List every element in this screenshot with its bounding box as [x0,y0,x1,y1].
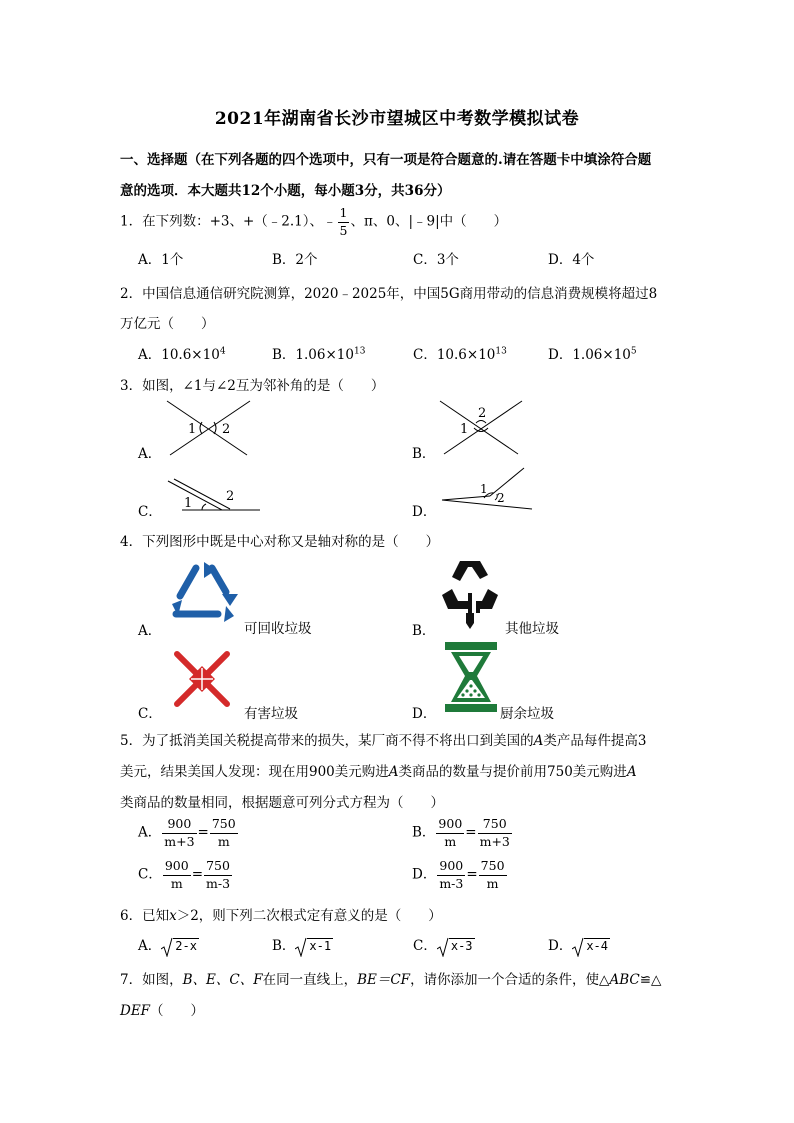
q7-mid: 在同一直线上， [262,972,358,988]
q2-option-c-exp: 13 [495,346,507,357]
q3-stem: 3．如图，∠1与∠2互为邻补角的是（ ） [120,378,385,394]
q1-option-d: D．4个 [548,252,595,268]
q5-c-eq: = [191,866,204,883]
q3-d-angle2: 2 [497,491,505,505]
q5-option-b-label: B． [412,824,436,841]
section-heading-line1: 一、选择题（在下列各题的四个选项中，只有一项是符合题意的.请在答题卡中填涂符合题 [120,152,652,168]
q6-option-a-radicand: 2-x [175,939,197,953]
q7-stem-line2 [120,999,204,1019]
recycle-symbol-icon [168,560,240,626]
q5-b-d2: m+3 [479,833,510,849]
q5-option-a [138,818,239,848]
q3-a-angle1: 1 [188,422,197,437]
q1-frac-den: 5 [339,222,348,238]
q5-option-d-label: D． [412,866,437,883]
q5-a-n1: 900 [162,818,196,834]
q3-c-angle2: 2 [226,489,235,504]
q2-option-b-exp: 13 [353,346,366,357]
q5-option-b [412,818,513,848]
q7-points: B、E、C、F [182,972,263,988]
q5-a-frac1 [162,818,196,848]
q7-end: （ ） [150,1003,205,1019]
q6-stem [120,904,442,924]
q5-option-d [412,860,508,890]
q5-var-a-3: A [626,764,637,780]
other-waste-symbol-icon [438,557,502,629]
q7-num: 7．如图， [120,972,183,988]
q1-stem-b: 、π、0、|﹣9|中（ ） [350,213,508,230]
q5-b-frac2 [478,818,512,848]
page-title: 2021年湖南省长沙市望城区中考数学模拟试卷 [214,109,580,129]
q5-option-c-label: C． [138,866,162,883]
q5-b-n2: 750 [478,818,512,834]
q5-d-d1: m-3 [439,875,464,891]
q3-label-b: B． [412,446,436,462]
q6-option-b-radicand: x-1 [309,939,332,953]
q2-option-b [272,343,365,363]
kitchen-waste-symbol-icon [443,640,499,714]
q6-var-x: x [169,908,177,924]
q4-caption-c: 有害垃圾 [244,706,298,722]
q6-option-c-label: C． [413,938,437,954]
q3-b-angle2: 2 [478,406,487,421]
q3-a-angle2: 2 [222,422,231,437]
q5-c-frac1 [163,860,191,890]
q6-option-b [272,934,333,957]
q4-caption-a: 可回收垃圾 [244,621,312,637]
q3-b-angle1: 1 [460,422,469,437]
q1-frac-num: 1 [338,207,350,223]
q4-label-c: C． [138,706,162,722]
q2-stem-line1: 2．中国信息通信研究院测算，2020﹣2025年，中国5G商用带动的信息消费规模将超过8 [120,286,658,302]
q7-triangle-def: DEF [120,1003,151,1019]
q5-var-a-1: A [533,733,544,749]
q6-option-b-label: B． [272,938,296,954]
q3-label-c: C． [138,504,162,520]
q5-stem-line3: 类商品的数量相同，根据题意可列分式方程为（ ） [120,795,444,811]
q1-option-a: A．1个 [138,252,184,268]
q1-option-b: B．2个 [272,252,318,268]
q4-stem: 4．下列图形中既是中心对称又是轴对称的是（ ） [120,534,440,550]
q2-option-c [413,343,507,363]
q3-figure-a [162,398,257,458]
q3-figure-d [440,466,540,516]
q6-option-a-label: A． [138,938,162,954]
sqrt-icon [437,937,449,957]
q6-stem-b: ＞2，则下列二次根式定有意义的是（ ） [176,908,442,924]
q5-a-d2: m [217,833,230,849]
q5-c-d1: m [170,875,183,891]
q5-d-d2: m [486,875,499,891]
q2-stem-line2: 万亿元（ ） [120,316,215,332]
q5-b-d1: m [444,833,457,849]
sqrt-icon [295,937,307,957]
q5-line1-a: 5．为了抵消美国关税提高带来的损失，某厂商不得不将出口到美国的 [120,733,534,749]
q5-option-c [138,860,233,890]
q6-option-c-radicand: x-3 [450,939,473,953]
q5-d-n1: 900 [437,860,465,876]
q5-a-frac2 [210,818,238,848]
q2-option-a [138,343,226,363]
q5-option-a-label: A． [138,824,162,841]
q4-caption-d: 厨余垃圾 [500,706,554,722]
hazardous-waste-symbol-icon [171,648,233,710]
q7-condition: BE＝CF [357,972,411,988]
q2-option-b-label: B．1.06×10 [272,347,354,363]
q4-label-b: B． [412,623,436,639]
q5-a-d1: m+3 [164,833,195,849]
q7-stem-line1 [120,968,661,988]
q2-option-c-label: C．10.6×10 [413,347,496,363]
q6-option-d-label: D． [548,938,573,954]
q5-d-frac2 [479,860,507,890]
q6-option-d [548,934,610,957]
q5-var-a-2: A [388,764,399,780]
q7-triangle-abc: ABC [609,972,640,988]
q5-c-n1: 900 [163,860,191,876]
q7-tail: ，请你添加一个合适的条件，使△ [410,972,610,988]
q5-b-frac1 [436,818,464,848]
q1-stem [120,207,507,237]
q4-label-a: A． [138,623,162,639]
q6-option-a [138,934,199,957]
q3-label-a: A． [138,446,162,462]
q5-line2-b: 类商品的数量与提价前用750美元购进 [398,764,627,780]
q6-stem-a: 6．已知 [120,908,170,924]
q5-c-frac2 [204,860,232,890]
q4-label-d: D． [412,706,437,722]
q2-option-d [548,343,637,363]
section-heading-line2: 意的选项．本大题共12个小题，每小题3分，共36分） [120,183,451,199]
sqrt-icon [572,937,584,957]
q6-option-c [413,934,475,957]
q1-option-c: C．3个 [413,252,459,268]
q5-d-n2: 750 [479,860,507,876]
q5-line2-a: 美元，结果美国人发现：现在用900美元购进 [120,764,389,780]
q5-d-eq: = [466,866,478,883]
sqrt-icon [161,937,173,957]
q2-option-a-label: A．10.6×10 [138,347,220,363]
q3-label-d: D． [412,504,437,520]
q5-b-n1: 900 [436,818,464,834]
q5-c-n2: 750 [204,860,232,876]
q5-d-frac1 [437,860,465,890]
q2-option-d-label: D．1.06×10 [548,347,631,363]
q7-congruent: ≌△ [639,972,662,988]
q3-c-angle1: 1 [184,496,193,511]
q5-stem-line2 [120,760,637,780]
q5-a-n2: 750 [210,818,238,834]
q2-option-d-exp: 5 [630,346,637,357]
q5-line1-b: 类产品每件提高3 [543,733,647,749]
q3-d-angle1: 1 [480,482,488,496]
q3-figure-b [438,398,528,458]
q1-fraction [338,207,350,237]
q5-stem-line1 [120,729,646,749]
q5-b-eq: = [465,824,477,841]
q3-figure-c [162,476,262,516]
q6-option-d-radicand: x-4 [586,939,609,953]
q5-c-d2: m-3 [206,875,231,891]
q1-stem-a: 1．在下列数：+3、+（﹣2.1）、﹣ [120,213,337,230]
q2-option-a-exp: 4 [219,346,226,357]
q4-caption-b: 其他垃圾 [505,621,559,637]
q5-a-eq: = [197,824,209,841]
